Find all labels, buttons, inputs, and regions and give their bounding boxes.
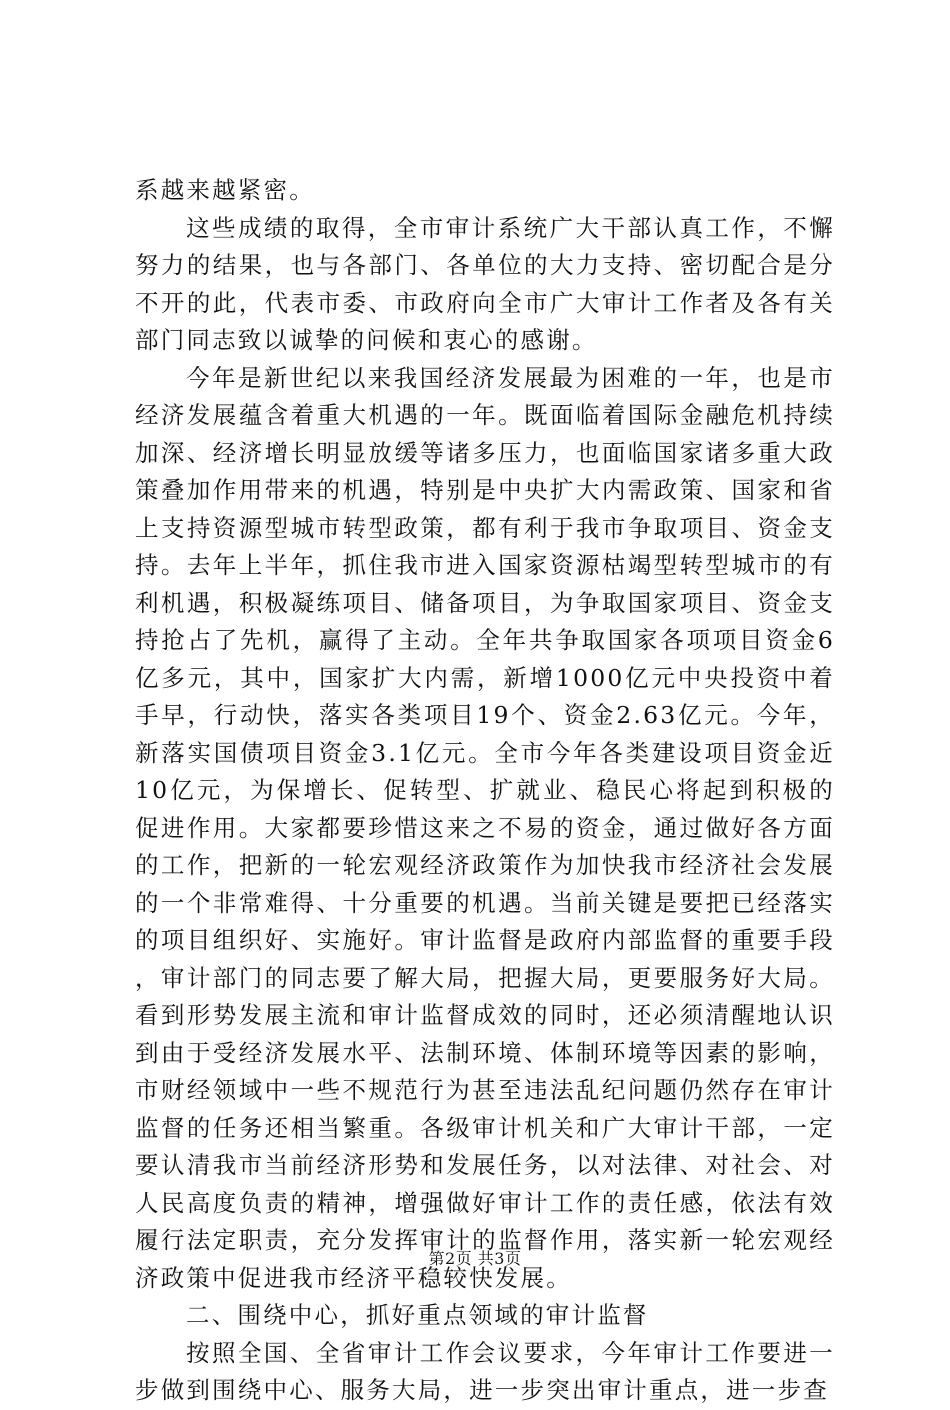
document-body <box>135 172 835 1410</box>
paragraph-thanks: 这些成绩的取得，全市审计系统广大干部认真工作，不懈努力的结果，也与各部门、各单位的大力支持、密切配合是分不开的此，代表市委、市政府向全市广大审计工作者及各有关部门同志致以诚挚的问候和衷心的感谢。 <box>135 213 835 354</box>
paragraph-audit-requirements: 按照全国、全省审计工作会议要求，今年审计工作要进一步做到围绕中心、服务大局，进一步突出审计重点，进一步查 <box>135 1338 835 1404</box>
section-heading-audit-focus: 二、围绕中心，抓好重点领域的审计监督 <box>186 1301 649 1329</box>
page-footer: 第2页 共3页 <box>428 1249 522 1268</box>
paragraph-economic-situation: 今年是新世纪以来我国经济发展最为困难的一年，也是市经济发展蕴含着重大机遇的一年。既面临着国际金融危机持续加深、经济增长明显放缓等诸多压力，也面临国家诸多重大政策叠加作用带来的机遇，特别是中央扩大内需政策、国家和省上支持资源型城市转型政策，都有利于我市争取项目、资金支持。去年上半年，抓住我市进入国家资源枯竭型转型城市的有利机遇，积极凝练项目、储备项目，为争取国家项目、资金支持抢占了先机，赢得了主动。全年共争取国家各项项目资金6亿多元，其中，国家扩大内需，新增1000亿元中央投资中着手早，行动快，落实各类项目19个、资金2.63亿元。今年，新落实国债项目资金3.1亿元。全市今年各类建设项目资金近10亿元，为保增长、促转型、扩就业、稳民心将起到积极的促进作用。大家都要珍惜这来之不易的资金，通过做好各方面的工作，把新的一轮宏观经济政策作为加快我市经济社会发展的一个非常难得、十分重要的机遇。当前关键是要把已经落实的项目组织好、实施好。审计监督是政府内部监督的重要手段，审计部门的同志要了解大局，把握大局，更要服务好大局。看到形势发展主流和审计监督成效的同时，还必须清醒地认识到由于受经济发展水平、法制环境、体制环境等因素的影响，市财经领域中一些不规范行为甚至违法乱纪问题仍然存在审计监督的任务还相当繁重。各级审计机关和广大审计干部，一定要认清我市当前经济形势和发展任务，以对法律、对社会、对人民高度负责的精神，增强做好审计工作的责任感，依法有效履行法定职责，充分发挥审计的监督作用，落实新一轮宏观经济政策中促进我市经济平稳较快发展。 <box>135 363 835 1292</box>
paragraph-continuation: 系越来越紧密。 <box>135 176 315 204</box>
